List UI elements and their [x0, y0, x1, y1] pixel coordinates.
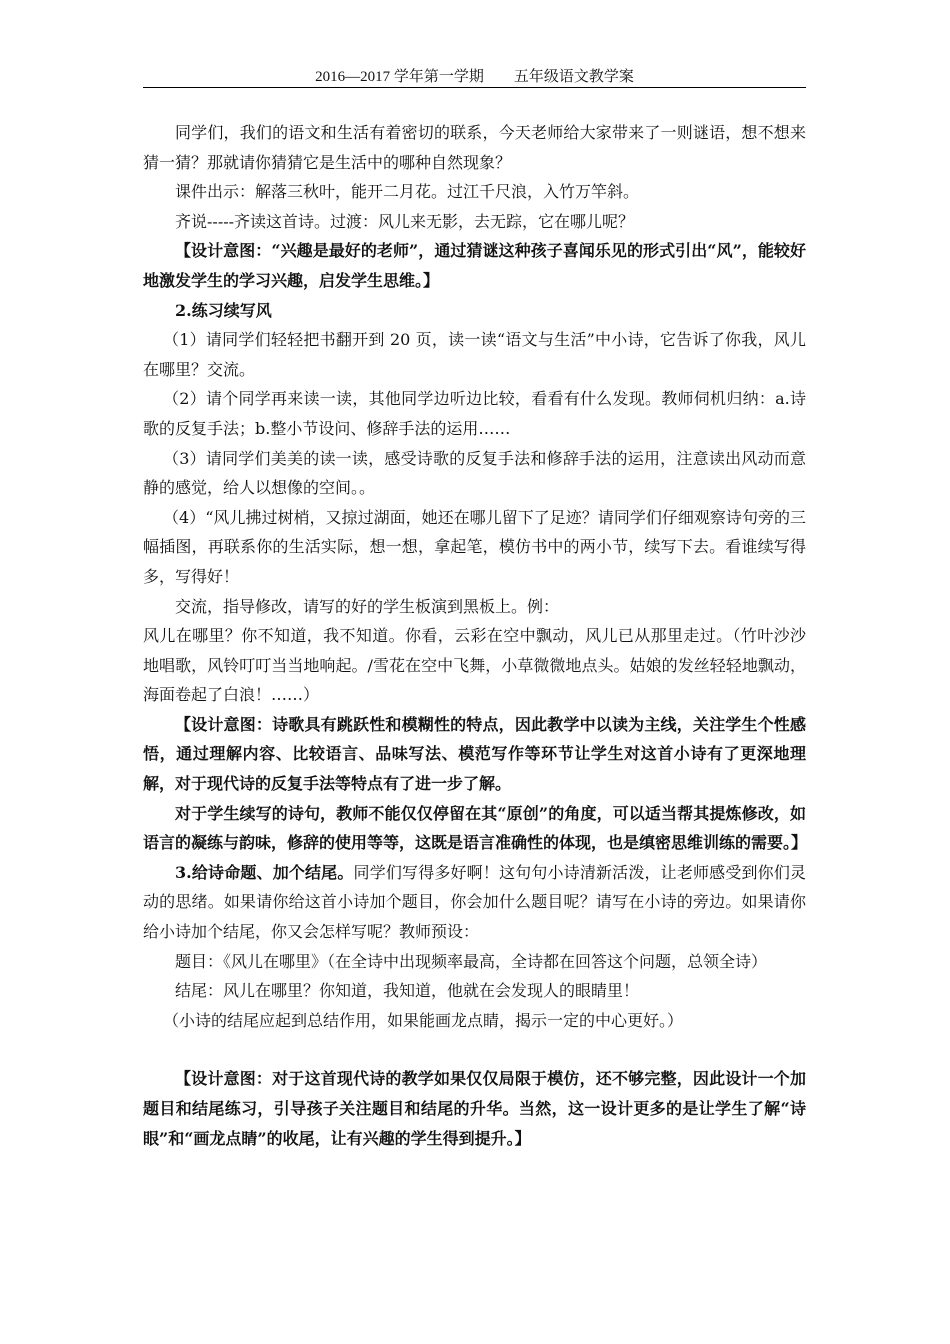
paragraph [143, 858, 806, 947]
design-intent-note: 【设计意图：“兴趣是最好的老师”，通过猜谜这种孩子喜闻乐见的形式引出“风”，能较好地激发学生的学习兴趣，启发学生思维。】 [143, 241, 806, 290]
header-rule [143, 87, 806, 88]
paragraph-text: 同学们写得多好啊！这句句小诗清新活泼，让老师感受到你们灵动的思绪。如果请你给这首小诗加个题目，你会加什么题目呢？请写在小诗的旁边。如果请你给小诗加个结尾，你又会怎样写呢？教师预设： [143, 862, 806, 942]
spacer [143, 1035, 806, 1064]
paragraph: 课件出示：解落三秋叶，能开二月花。过江千尺浪，入竹万竿斜。 [175, 182, 640, 202]
document-body [143, 118, 806, 1153]
example-poem: 风儿在哪里？你不知道，我不知道。你看，云彩在空中飘动，风儿已从那里走过。（竹叶沙沙地唱歌，风铃叮叮当当地响起。/雪花在空中飞舞，小草微微地点头。姑娘的发丝轻轻地飘动，海面卷起了白浪！……） [143, 626, 806, 705]
page-header [143, 66, 806, 88]
section-heading: 3.给诗命题、加个结尾。 [175, 862, 354, 882]
paragraph: 交流，指导修改，请写的好的学生板演到黑板上。例： [175, 596, 560, 616]
paragraph: （1）请同学们轻轻把书翻开到 20 页，读一读“语文与生活”中小诗，它告诉了你我，风儿在哪里？交流。 [143, 330, 806, 379]
paragraph: 同学们，我们的语文和生活有着密切的联系，今天老师给大家带来了一则谜语，想不想来猜一猜？那就请你猜猜它是生活中的哪种自然现象？ [143, 123, 806, 172]
design-intent-note: 【设计意图：对于这首现代诗的教学如果仅仅局限于模仿，还不够完整，因此设计一个加题目和结尾练习，引导孩子关注题目和结尾的升华。当然，这一设计更多的是让学生了解“诗眼”和“画龙点睛”的收尾，让有兴趣的学生得到提升。】 [143, 1069, 806, 1148]
design-intent-note: 对于学生续写的诗句，教师不能仅仅停留在其“原创”的角度，可以适当帮其提炼修改，如语言的凝练与韵味，修辞的使用等等，这既是语言准确性的体现，也是缜密思维训练的需要。】 [143, 803, 808, 853]
paragraph: （小诗的结尾应起到总结作用，如果能画龙点睛，揭示一定的中心更好。） [163, 1010, 684, 1030]
paragraph: 结尾：风儿在哪里？你知道，我知道，他就在会发现人的眼睛里！ [175, 981, 640, 1001]
paragraph: （3）请同学们美美的读一读，感受诗歌的反复手法和修辞手法的运用，注意读出风动而意静的感觉，给人以想像的空间。。 [143, 448, 806, 498]
paragraph: 齐说-----齐读这首诗。过渡：风儿来无影，去无踪，它在哪儿呢？ [175, 211, 635, 231]
paragraph: （2）请个同学再来读一读，其他同学边听边比较，看看有什么发现。教师伺机归纳：a.诗歌的反复手法；b.整小节设问、修辞手法的运用…… [143, 389, 806, 438]
paragraph: 题目：《风儿在哪里》（在全诗中出现频率最高，全诗都在回答这个问题，总领全诗） [175, 951, 768, 971]
header-term: 2016—2017 学年第一学期 [315, 69, 484, 85]
section-heading: 2.练习续写风 [175, 300, 272, 320]
header-subject: 五年级语文教学案 [513, 69, 634, 85]
paragraph: （4）“风儿拂过树梢，又掠过湖面，她还在哪儿留下了足迹？请同学们仔细观察诗句旁的三幅插图，再联系你的生活实际，想一想，拿起笔，模仿书中的两小节，续写下去。看谁续写得多，写得好！ [143, 507, 806, 586]
design-intent-note: 【设计意图：诗歌具有跳跃性和模糊性的特点，因此教学中以读为主线，关注学生个性感悟，通过理解内容、比较语言、品味写法、模范写作等环节让学生对这首小诗有了更深地理解，对于现代诗的反复手法等特点有了进一步了解。 [143, 714, 806, 794]
